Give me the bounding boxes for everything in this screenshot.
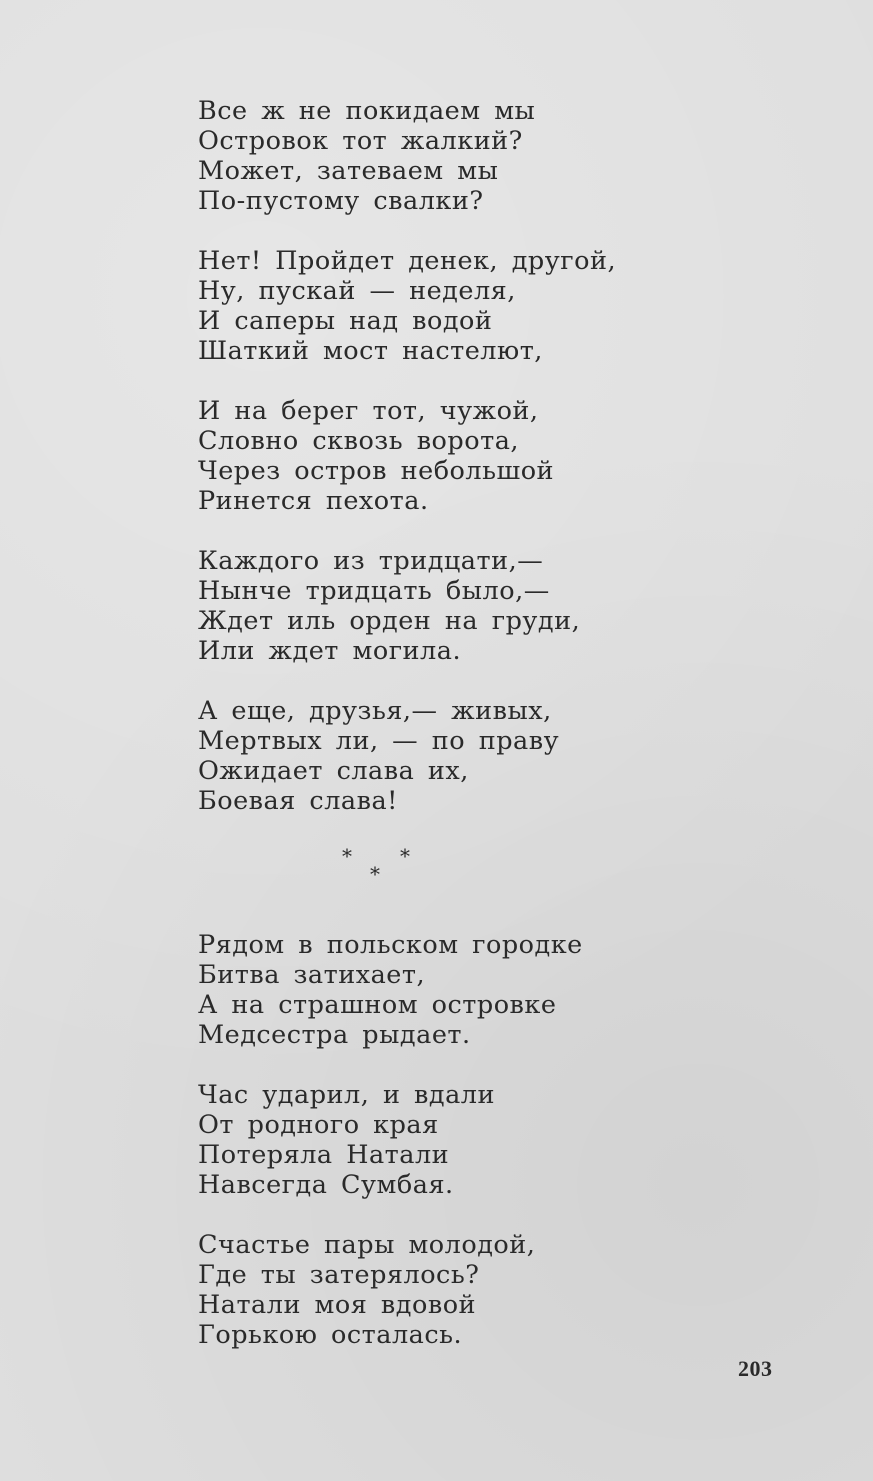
poem-line: Словно сквозь ворота,: [198, 426, 519, 456]
poem-line: Нынче тридцать было,—: [198, 576, 550, 606]
poem-line: Ну, пускай — неделя,: [198, 276, 516, 306]
stanza: [198, 696, 798, 816]
asterisk-mark: *: [342, 844, 353, 868]
stanza: [198, 546, 798, 666]
poem-line: Может, затеваем мы: [198, 156, 499, 186]
poem-line: От родного края: [198, 1110, 439, 1140]
stanza: [198, 1230, 798, 1350]
poem-line: Мертвых ли, — по праву: [198, 726, 560, 756]
poem-line: По-пустому свалки?: [198, 186, 484, 216]
poem-line: Горькою осталась.: [198, 1320, 463, 1350]
poem-line: А еще, друзья,— живых,: [198, 696, 552, 726]
poem-line: И саперы над водой: [198, 306, 493, 336]
poem-line: Ринется пехота.: [198, 486, 429, 516]
poem-line: Рядом в польском городке: [198, 930, 583, 960]
poem-line: Потеряла Натали: [198, 1140, 450, 1170]
poem-line: Счастье пары молодой,: [198, 1230, 536, 1260]
stanza: [198, 246, 798, 366]
section-separator: [198, 846, 798, 896]
asterisk-mark: *: [370, 862, 381, 886]
page-number: 203: [738, 1356, 773, 1381]
poem-line: А на страшном островке: [198, 990, 557, 1020]
stanza: [198, 96, 798, 216]
poem-line: Час ударил, и вдали: [198, 1080, 495, 1110]
poem-line: Где ты затерялось?: [198, 1260, 480, 1290]
poem-line: Боевая слава!: [198, 786, 398, 816]
poem-line: Медсестра рыдает.: [198, 1020, 471, 1050]
stanza: [198, 930, 798, 1050]
poem-line: Нет! Пройдет денек, другой,: [198, 246, 617, 276]
asterisk-mark: *: [400, 844, 411, 868]
poem-line: Навсегда Сумбая.: [198, 1170, 454, 1200]
poem-line: Или ждет могила.: [198, 636, 462, 666]
poem-line: Островок тот жалкий?: [198, 126, 523, 156]
stanza: [198, 1080, 798, 1200]
poem-line: Ожидает слава их,: [198, 756, 469, 786]
poem-line: Каждого из тридцати,—: [198, 546, 544, 576]
poem-line: Все ж не покидаем мы: [198, 96, 536, 126]
stanza: [198, 396, 798, 516]
poem-line: Шаткий мост настелют,: [198, 336, 543, 366]
poem-line: Битва затихает,: [198, 960, 426, 990]
poem-text: [198, 96, 798, 1380]
poem-line: И на берег тот, чужой,: [198, 396, 539, 426]
poem-line: Через остров небольшой: [198, 456, 555, 486]
poem-line: Ждет иль орден на груди,: [198, 606, 581, 636]
poem-line: Натали моя вдовой: [198, 1290, 477, 1320]
